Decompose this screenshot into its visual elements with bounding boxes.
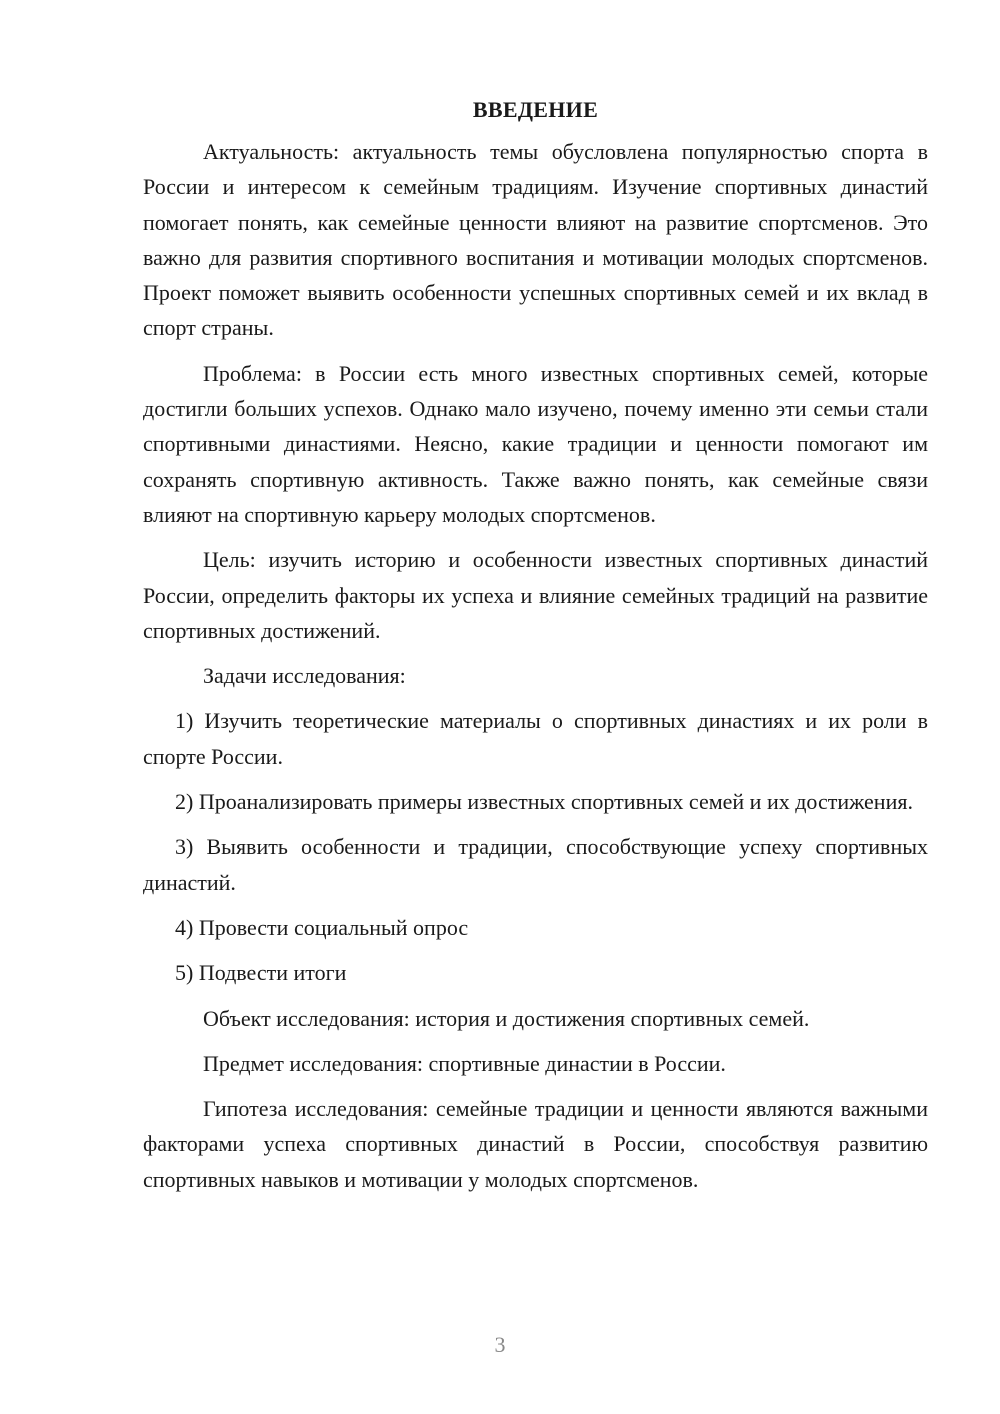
task-item-5: 5) Подвести итоги: [175, 960, 347, 986]
task-item-4: 4) Провести социальный опрос: [175, 914, 469, 940]
document-page: [143, 92, 928, 1207]
page-number: 3: [494, 1332, 506, 1357]
tasks-title: Задачи исследования:: [203, 663, 406, 689]
hypothesis-paragraph: Гипотеза исследования: семейные традиции и ценности являются важными факторами успеха спортивных династий в России, способствуя развитию спортивных навыков и мотивации у молодых спортсменов.: [143, 1096, 928, 1192]
object-paragraph: Объект исследования: история и достижения спортивных семей.: [203, 1005, 810, 1031]
document-heading: ВВЕДЕНИЕ: [472, 97, 599, 122]
subject-paragraph: Предмет исследования: спортивные династии в России.: [203, 1050, 726, 1076]
task-item-1: 1) Изучить теоретические материалы о спортивных династиях и их роли в спорте России.: [143, 708, 928, 769]
goal-paragraph: Цель: изучить историю и особенности известных спортивных династий России, определить факторы их успеха и влияние семейных традиций на развитие спортивных достижений.: [143, 547, 928, 643]
task-item-2: 2) Проанализировать примеры известных спортивных семей и их достижения.: [175, 789, 913, 815]
relevance-paragraph: Актуальность: актуальность темы обусловлена популярностью спорта в России и интересом к семейным традициям. Изучение спортивных династий помогает понять, как семейные ценности влияют на развитие спортсменов. Это важно для развития спортивного воспитания и мотивации молодых спортсменов. Проект поможет выявить особенности успешных спортивных семей и их вклад в спорт страны.: [143, 139, 928, 341]
task-item-3: 3) Выявить особенности и традиции, способствующие успеху спортивных династий.: [143, 834, 928, 895]
problem-paragraph: Проблема: в России есть много известных спортивных семей, которые достигли больших успехов. Однако мало изучено, почему именно эти семьи стали спортивными династиями. Неясно, какие традиции и ценности помогают им сохранять спортивную активность. Также важно понять, как семейные связи влияют на спортивную карьеру молодых спортсменов.: [143, 360, 928, 527]
